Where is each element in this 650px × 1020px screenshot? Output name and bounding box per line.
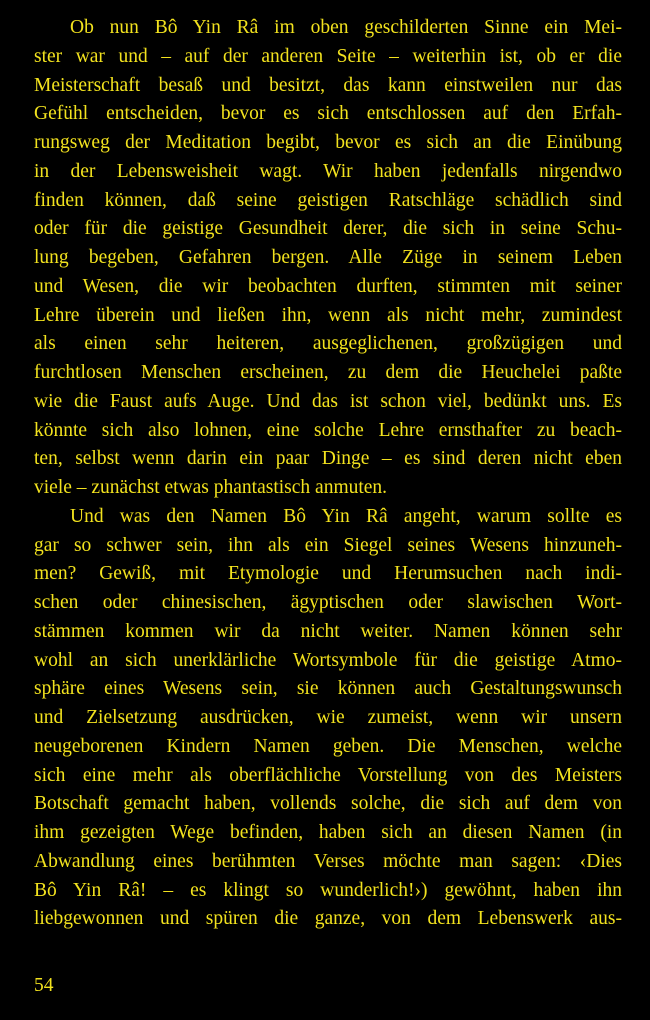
text-line: in der Lebensweisheit wagt. Wir haben jedenfalls nirgendwo [34,160,622,182]
text-line: sich eine mehr als oberflächliche Vorstellung von des Meisters [34,764,622,786]
text-line: Gefühl entscheiden, bevor es sich entschlossen auf den Erfah- [34,103,622,125]
body-text [34,14,622,934]
text-line: lung begeben, Gefahren bergen. Alle Züge in seinem Leben [34,247,622,268]
text-line: stämmen kommen wir da nicht weiter. Namen können sehr [34,620,622,642]
text-line: Bô Yin Râ! – es klingt so wunderlich!›) gewöhnt, haben ihn [34,879,622,901]
text-line: Abwandlung eines berühmten Verses möchte man sagen: ‹Dies [34,850,622,872]
text-line: schen oder chinesischen, ägyptischen oder slawischen Wort- [34,592,622,613]
text-line: Botschaft gemacht haben, vollends solche, die sich auf dem von [34,793,622,815]
text-line: neugeborenen Kindern Namen geben. Die Menschen, welche [34,735,622,757]
text-line: könnte sich also lohnen, eine solche Lehre ernsthafter zu beach- [34,419,622,441]
text-line-paragraph-start: Und was den Namen Bô Yin Râ angeht, warum sollte es [70,505,622,527]
text-line: rungsweg der Meditation begibt, bevor es sich an die Einübung [34,132,622,153]
text-line: wie die Faust aufs Auge. Und das ist schon viel, bedünkt uns. Es [34,390,622,412]
text-line: gar so schwer sein, ihn als ein Siegel seines Wesens hinzuneh- [34,534,622,556]
text-line: und Zielsetzung ausdrücken, wie zumeist, wenn wir unsern [34,707,622,728]
text-line: furchtlosen Menschen erscheinen, zu dem die Heuchelei paßte [34,362,622,383]
text-line: sphäre eines Wesens sein, sie können auch Gestaltungswunsch [34,678,622,700]
text-line: und Wesen, die wir beobachten durften, stimmten mit seiner [34,275,622,297]
text-line: finden können, daß seine geistigen Ratschläge schädlich sind [34,189,622,211]
text-line: wohl an sich unerklärliche Wortsymbole für die geistige Atmo- [34,649,622,671]
text-line-paragraph-start: Ob nun Bô Yin Râ im oben geschilderten Sinne ein Mei- [70,17,622,38]
text-line: Lehre überein und ließen ihn, wenn als nicht mehr, zumindest [34,304,622,326]
text-line: men? Gewiß, mit Etymologie und Herumsuchen nach indi- [34,563,622,585]
text-line: oder für die geistige Gesundheit derer, die sich in seine Schu- [34,218,622,240]
text-line-paragraph-end: viele – zunächst etwas phantastisch anmuten. [34,477,388,498]
text-line: ten, selbst wenn darin ein paar Dinge – es sind deren nicht eben [34,448,622,470]
text-line: liebgewonnen und spüren die ganze, von dem Lebenswerk aus- [34,908,622,930]
text-line: Meisterschaft besaß und besitzt, das kann einstweilen nur das [34,74,622,96]
page-number: 54 [34,975,54,996]
text-line: ster war und – auf der anderen Seite – weiterhin ist, ob er die [34,45,622,67]
text-line: als einen sehr heiteren, ausgeglichenen, großzügigen und [34,333,622,355]
text-line: ihm gezeigten Wege befinden, haben sich an diesen Namen (in [34,822,622,843]
